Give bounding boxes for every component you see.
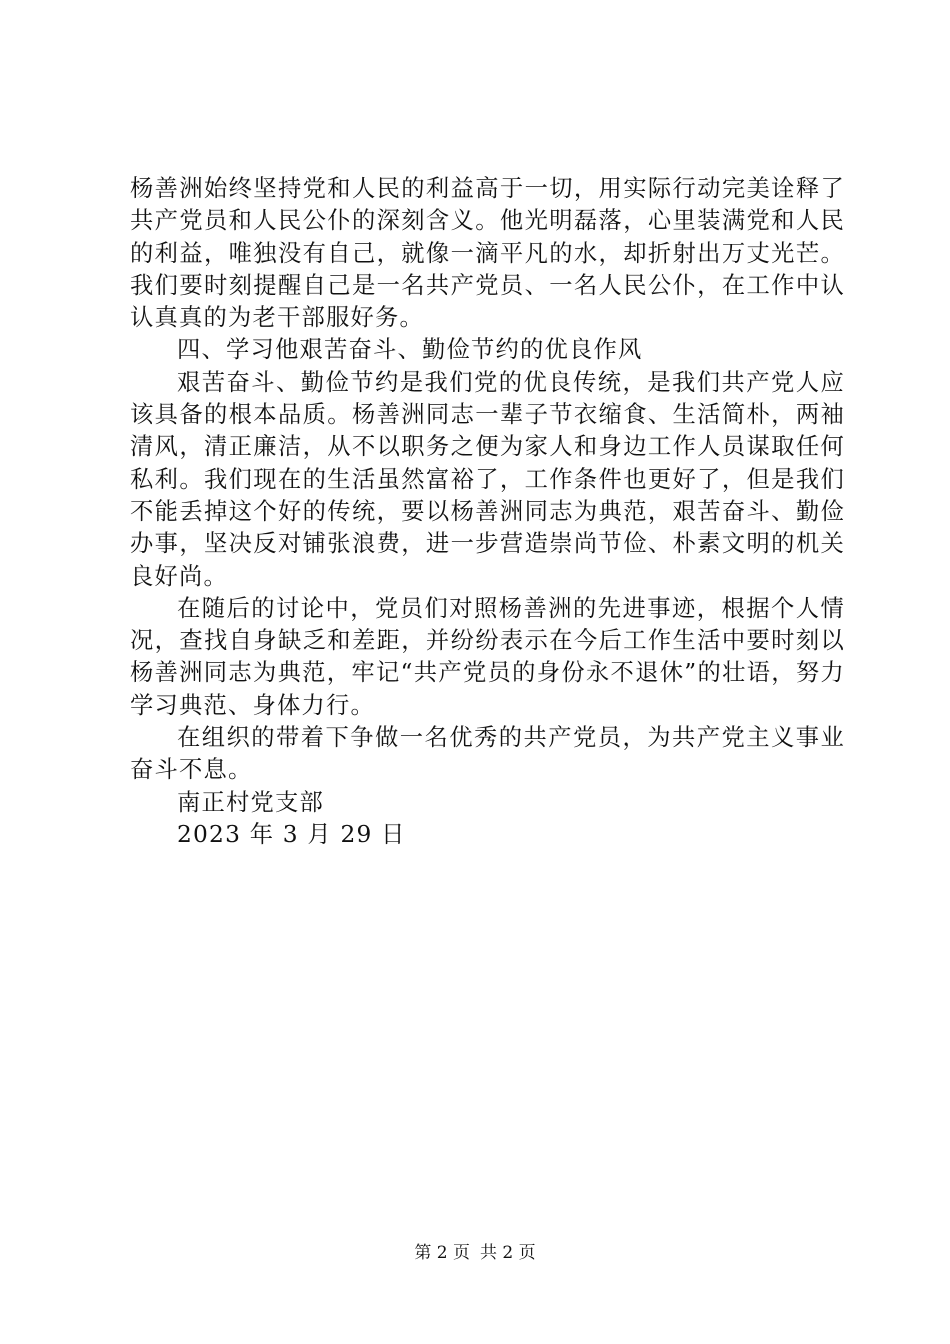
- paragraph-hard-work: 艰苦奋斗、勤俭节约是我们党的优良传统，是我们共产党人应该具备的根本品质。杨善洲同志一辈子节衣缩食、生活简朴，两袖清风，清正廉洁，从不以职务之便为家人和身边工作人员谋取任何私利。我们现在的生活虽然富裕了，工作条件也更好了，但是我们不能丢掉这个好的传统，要以杨善洲同志为典范，艰苦奋斗、勤俭办事，坚决反对铺张浪费，进一步营造崇尚节俭、朴素文明的机关良好尚。: [130, 368, 845, 590]
- signature-organization: 南正村党支部: [177, 788, 324, 816]
- page-number-total: 共 2 页: [480, 1243, 536, 1263]
- page-footer: [0, 1243, 950, 1263]
- section-heading-hard-work: 四、学习他艰苦奋斗、勤俭节约的优良作风: [177, 336, 643, 364]
- paragraph-discussion: 在随后的讨论中，党员们对照杨善洲的先进事迹，根据个人情况，查找自身缺乏和差距，并纷纷表示在今后工作生活中要时刻以杨善洲同志为典范，牢记“共产党员的身份永不退休”的壮语，努力学习典范、身体力行。: [130, 594, 845, 719]
- document-body: [130, 173, 845, 851]
- page-number-current: 第 2 页: [414, 1243, 470, 1263]
- paragraph-closing: 在组织的带着下争做一名优秀的共产党员，为共产党主义事业奋斗不息。: [130, 724, 845, 784]
- signature-date: 2023 年 3 月 29 日: [177, 820, 406, 848]
- paragraph-public-servant: 杨善洲始终坚持党和人民的利益高于一切，用实际行动完美诠释了共产党员和人民公仆的深刻含义。他光明磊落，心里装满党和人民的利益，唯独没有自己，就像一滴平凡的水，却折射出万丈光芒。我们要时刻提醒自己是一名共产党员、一名人民公仆，在工作中认认真真的为老干部服好务。: [130, 175, 845, 332]
